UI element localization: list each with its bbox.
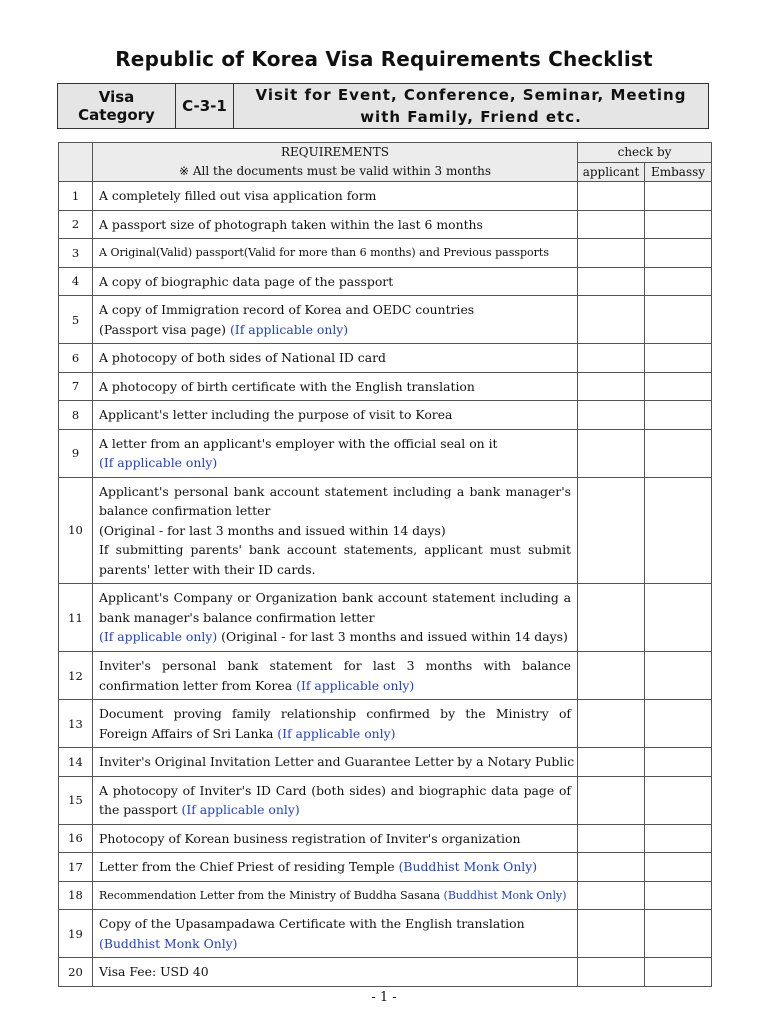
embassy-check-cell[interactable]: [645, 853, 712, 882]
applicant-check-cell[interactable]: [578, 910, 645, 958]
requirement-line: A photocopy of birth certificate with the English translation: [99, 378, 475, 394]
requirement-text: [93, 958, 578, 987]
requirement-line: [99, 781, 571, 820]
applicant-check-cell[interactable]: [578, 372, 645, 401]
embassy-column-header: Embassy: [645, 162, 712, 182]
applicability-note: (If applicable only): [277, 725, 396, 741]
applicant-check-cell[interactable]: [578, 652, 645, 700]
requirement-number: 1: [59, 182, 93, 211]
requirement-number: 8: [59, 401, 93, 430]
requirement-row: [59, 477, 712, 584]
requirement-text: [93, 477, 578, 584]
requirement-line: A copy of biographic data page of the passport: [99, 273, 394, 289]
requirement-text: [93, 401, 578, 430]
requirement-text: [93, 776, 578, 824]
requirement-text: [93, 824, 578, 853]
requirement-number: 17: [59, 853, 93, 882]
requirements-header-title: REQUIREMENTS: [280, 145, 390, 159]
requirement-line: [99, 704, 571, 743]
requirement-row: [59, 748, 712, 777]
requirement-number: 13: [59, 700, 93, 748]
requirement-row: [59, 776, 712, 824]
requirement-text: [93, 182, 578, 211]
applicability-note: (Buddhist Monk Only): [99, 935, 238, 951]
requirement-number: 5: [59, 296, 93, 344]
requirement-line: A letter from an applicant's employer with the official seal on it: [99, 435, 498, 451]
number-header: [59, 143, 93, 182]
applicant-check-cell[interactable]: [578, 853, 645, 882]
requirement-number: 15: [59, 776, 93, 824]
requirement-line: Visa Fee: USD 40: [99, 964, 209, 979]
requirement-line: (Original - for last 3 months and issued within 14 days): [99, 522, 446, 538]
embassy-check-cell[interactable]: [645, 824, 712, 853]
applicability-note: (If applicable only): [181, 802, 300, 817]
requirement-line-text: Recommendation Letter from the Ministry of Buddha Sasana: [99, 888, 444, 902]
applicability-note: (If applicable only): [99, 455, 218, 470]
requirement-number: 11: [59, 584, 93, 652]
requirement-row: [59, 700, 712, 748]
requirement-text: [93, 239, 578, 268]
embassy-check-cell[interactable]: [645, 477, 712, 584]
requirement-number: 16: [59, 824, 93, 853]
embassy-check-cell[interactable]: [645, 584, 712, 652]
requirement-text: [93, 652, 578, 700]
requirement-number: 2: [59, 210, 93, 239]
requirement-line: A photocopy of both sides of National ID card: [99, 350, 386, 365]
embassy-check-cell[interactable]: [645, 776, 712, 824]
requirement-text: [93, 210, 578, 239]
requirement-line: Applicant's Company or Organization bank account statement including a bank manager's balance confirmation letter: [99, 590, 571, 625]
requirement-number: 14: [59, 748, 93, 777]
requirements-table: [58, 142, 712, 987]
requirement-number: 3: [59, 239, 93, 268]
requirement-line: A completely filled out visa application form: [99, 188, 377, 203]
applicant-check-cell[interactable]: [578, 344, 645, 373]
requirement-line-text: Letter from the Chief Priest of residing Temple: [99, 859, 399, 874]
requirement-row: [59, 239, 712, 268]
requirement-line: [99, 857, 571, 877]
embassy-check-cell[interactable]: [645, 881, 712, 910]
requirement-row: [59, 910, 712, 958]
requirement-row: [59, 210, 712, 239]
embassy-check-cell[interactable]: [645, 182, 712, 211]
requirement-text: [93, 748, 578, 777]
applicant-check-cell[interactable]: [578, 296, 645, 344]
requirement-line: [99, 453, 571, 473]
requirement-row: [59, 344, 712, 373]
applicability-note: (If applicable only): [229, 321, 349, 337]
applicability-note: (Buddhist Monk Only): [398, 859, 538, 874]
page-number: - 1 -: [371, 990, 397, 1005]
applicant-check-cell[interactable]: [578, 824, 645, 853]
applicant-check-cell[interactable]: [578, 958, 645, 987]
requirement-line-text: Inviter's personal bank statement for last 3 months with balance confirmation letter from Korea: [99, 658, 571, 693]
requirement-text: [93, 267, 578, 296]
requirement-line: [99, 320, 571, 340]
embassy-check-cell[interactable]: [645, 267, 712, 296]
requirement-row: [59, 584, 712, 652]
embassy-check-cell[interactable]: [645, 910, 712, 958]
requirement-text: [93, 372, 578, 401]
requirement-row: [59, 853, 712, 882]
applicant-check-cell[interactable]: [578, 401, 645, 430]
requirement-row: [59, 296, 712, 344]
visa-category-label: Visa Category: [58, 84, 176, 129]
applicant-check-cell[interactable]: [578, 477, 645, 584]
requirement-row: [59, 652, 712, 700]
requirement-line: [99, 886, 571, 906]
requirement-line: Photocopy of Korean business registration of Inviter's organization: [99, 830, 521, 846]
requirement-row: [59, 824, 712, 853]
applicant-check-cell[interactable]: [578, 748, 645, 777]
requirement-text: [93, 584, 578, 652]
applicant-check-cell[interactable]: [578, 776, 645, 824]
visa-category-box: [57, 83, 709, 129]
visa-category-description: [234, 84, 709, 129]
applicant-check-cell[interactable]: [578, 182, 645, 211]
embassy-check-cell[interactable]: [645, 652, 712, 700]
embassy-check-cell[interactable]: [645, 748, 712, 777]
requirement-text: [93, 881, 578, 910]
requirement-line-text: Document proving family relationship confirmed by the Ministry of Foreign Affairs of Sri Lanka: [99, 706, 571, 741]
requirement-text: [93, 700, 578, 748]
page-title: Republic of Korea Visa Requirements Checklist: [115, 47, 653, 71]
visa-category-code: C-3-1: [176, 84, 234, 129]
applicability-note: (Buddhist Monk Only): [443, 888, 567, 902]
embassy-check-cell[interactable]: [645, 239, 712, 268]
check-by-header: check by: [578, 143, 712, 163]
requirement-number: 20: [59, 958, 93, 987]
requirement-row: [59, 881, 712, 910]
embassy-check-cell[interactable]: [645, 372, 712, 401]
requirement-line: A copy of Immigration record of Korea and OEDC countries: [99, 302, 475, 317]
embassy-check-cell[interactable]: [645, 958, 712, 987]
requirement-row: [59, 182, 712, 211]
requirement-number: 7: [59, 372, 93, 401]
applicant-check-cell[interactable]: [578, 267, 645, 296]
requirement-line: [99, 934, 571, 954]
requirement-line: A passport size of photograph taken within the last 6 months: [99, 216, 483, 232]
requirement-row: [59, 429, 712, 477]
requirement-text: [93, 344, 578, 373]
applicability-note: (If applicable only): [99, 629, 218, 645]
requirement-line: [99, 627, 571, 647]
applicant-column-header: applicant: [578, 162, 645, 182]
applicant-check-cell[interactable]: [578, 239, 645, 268]
requirement-row: [59, 401, 712, 430]
requirement-text: [93, 429, 578, 477]
requirement-line: [99, 656, 571, 695]
embassy-check-cell[interactable]: [645, 401, 712, 430]
requirement-line: A Original(Valid) passport(Valid for more than 6 months) and Previous passports: [99, 246, 549, 259]
requirement-number: 19: [59, 910, 93, 958]
visa-category-description-line1: Visit for Event, Conference, Seminar, Meeting: [255, 86, 687, 104]
visa-category-description-line2: with Family, Friend etc.: [360, 108, 582, 126]
embassy-check-cell[interactable]: [645, 429, 712, 477]
applicant-check-cell[interactable]: [578, 210, 645, 239]
requirement-row: [59, 267, 712, 296]
applicant-check-cell[interactable]: [578, 429, 645, 477]
requirement-number: 9: [59, 429, 93, 477]
requirement-line-text: A photocopy of Inviter's ID Card (both sides) and biographic data page of the passport: [99, 782, 571, 817]
embassy-check-cell[interactable]: [645, 700, 712, 748]
requirement-row: [59, 372, 712, 401]
requirement-number: 6: [59, 344, 93, 373]
requirement-text: [93, 296, 578, 344]
applicant-check-cell[interactable]: [578, 881, 645, 910]
requirement-line: Applicant's letter including the purpose of visit to Korea: [99, 407, 453, 422]
requirement-number: 18: [59, 881, 93, 910]
requirement-number: 4: [59, 267, 93, 296]
requirement-text: [93, 853, 578, 882]
embassy-check-cell[interactable]: [645, 296, 712, 344]
validity-note: ※ All the documents must be valid within 3 months: [179, 164, 491, 178]
embassy-check-cell[interactable]: [645, 344, 712, 373]
requirement-row: [59, 958, 712, 987]
requirement-line-tail: (Original - for last 3 months and issued within 14 days): [217, 629, 568, 645]
applicant-check-cell[interactable]: [578, 700, 645, 748]
requirement-line-text: (Passport visa page): [99, 321, 230, 337]
requirement-line: Applicant's personal bank account statement including a bank manager's balance confirmation letter: [99, 483, 571, 518]
requirement-line: Inviter's Original Invitation Letter and Guarantee Letter by a Notary Public: [99, 754, 575, 769]
applicability-note: (If applicable only): [296, 677, 415, 693]
requirements-header: [93, 143, 578, 182]
requirement-text: [93, 910, 578, 958]
requirement-line: Copy of the Upasampadawa Certificate with the English translation: [99, 916, 525, 931]
requirement-number: 10: [59, 477, 93, 584]
requirement-number: 12: [59, 652, 93, 700]
requirement-line: If submitting parents' bank account statements, applicant must submit parents' letter with their ID cards.: [99, 542, 571, 577]
embassy-check-cell[interactable]: [645, 210, 712, 239]
applicant-check-cell[interactable]: [578, 584, 645, 652]
